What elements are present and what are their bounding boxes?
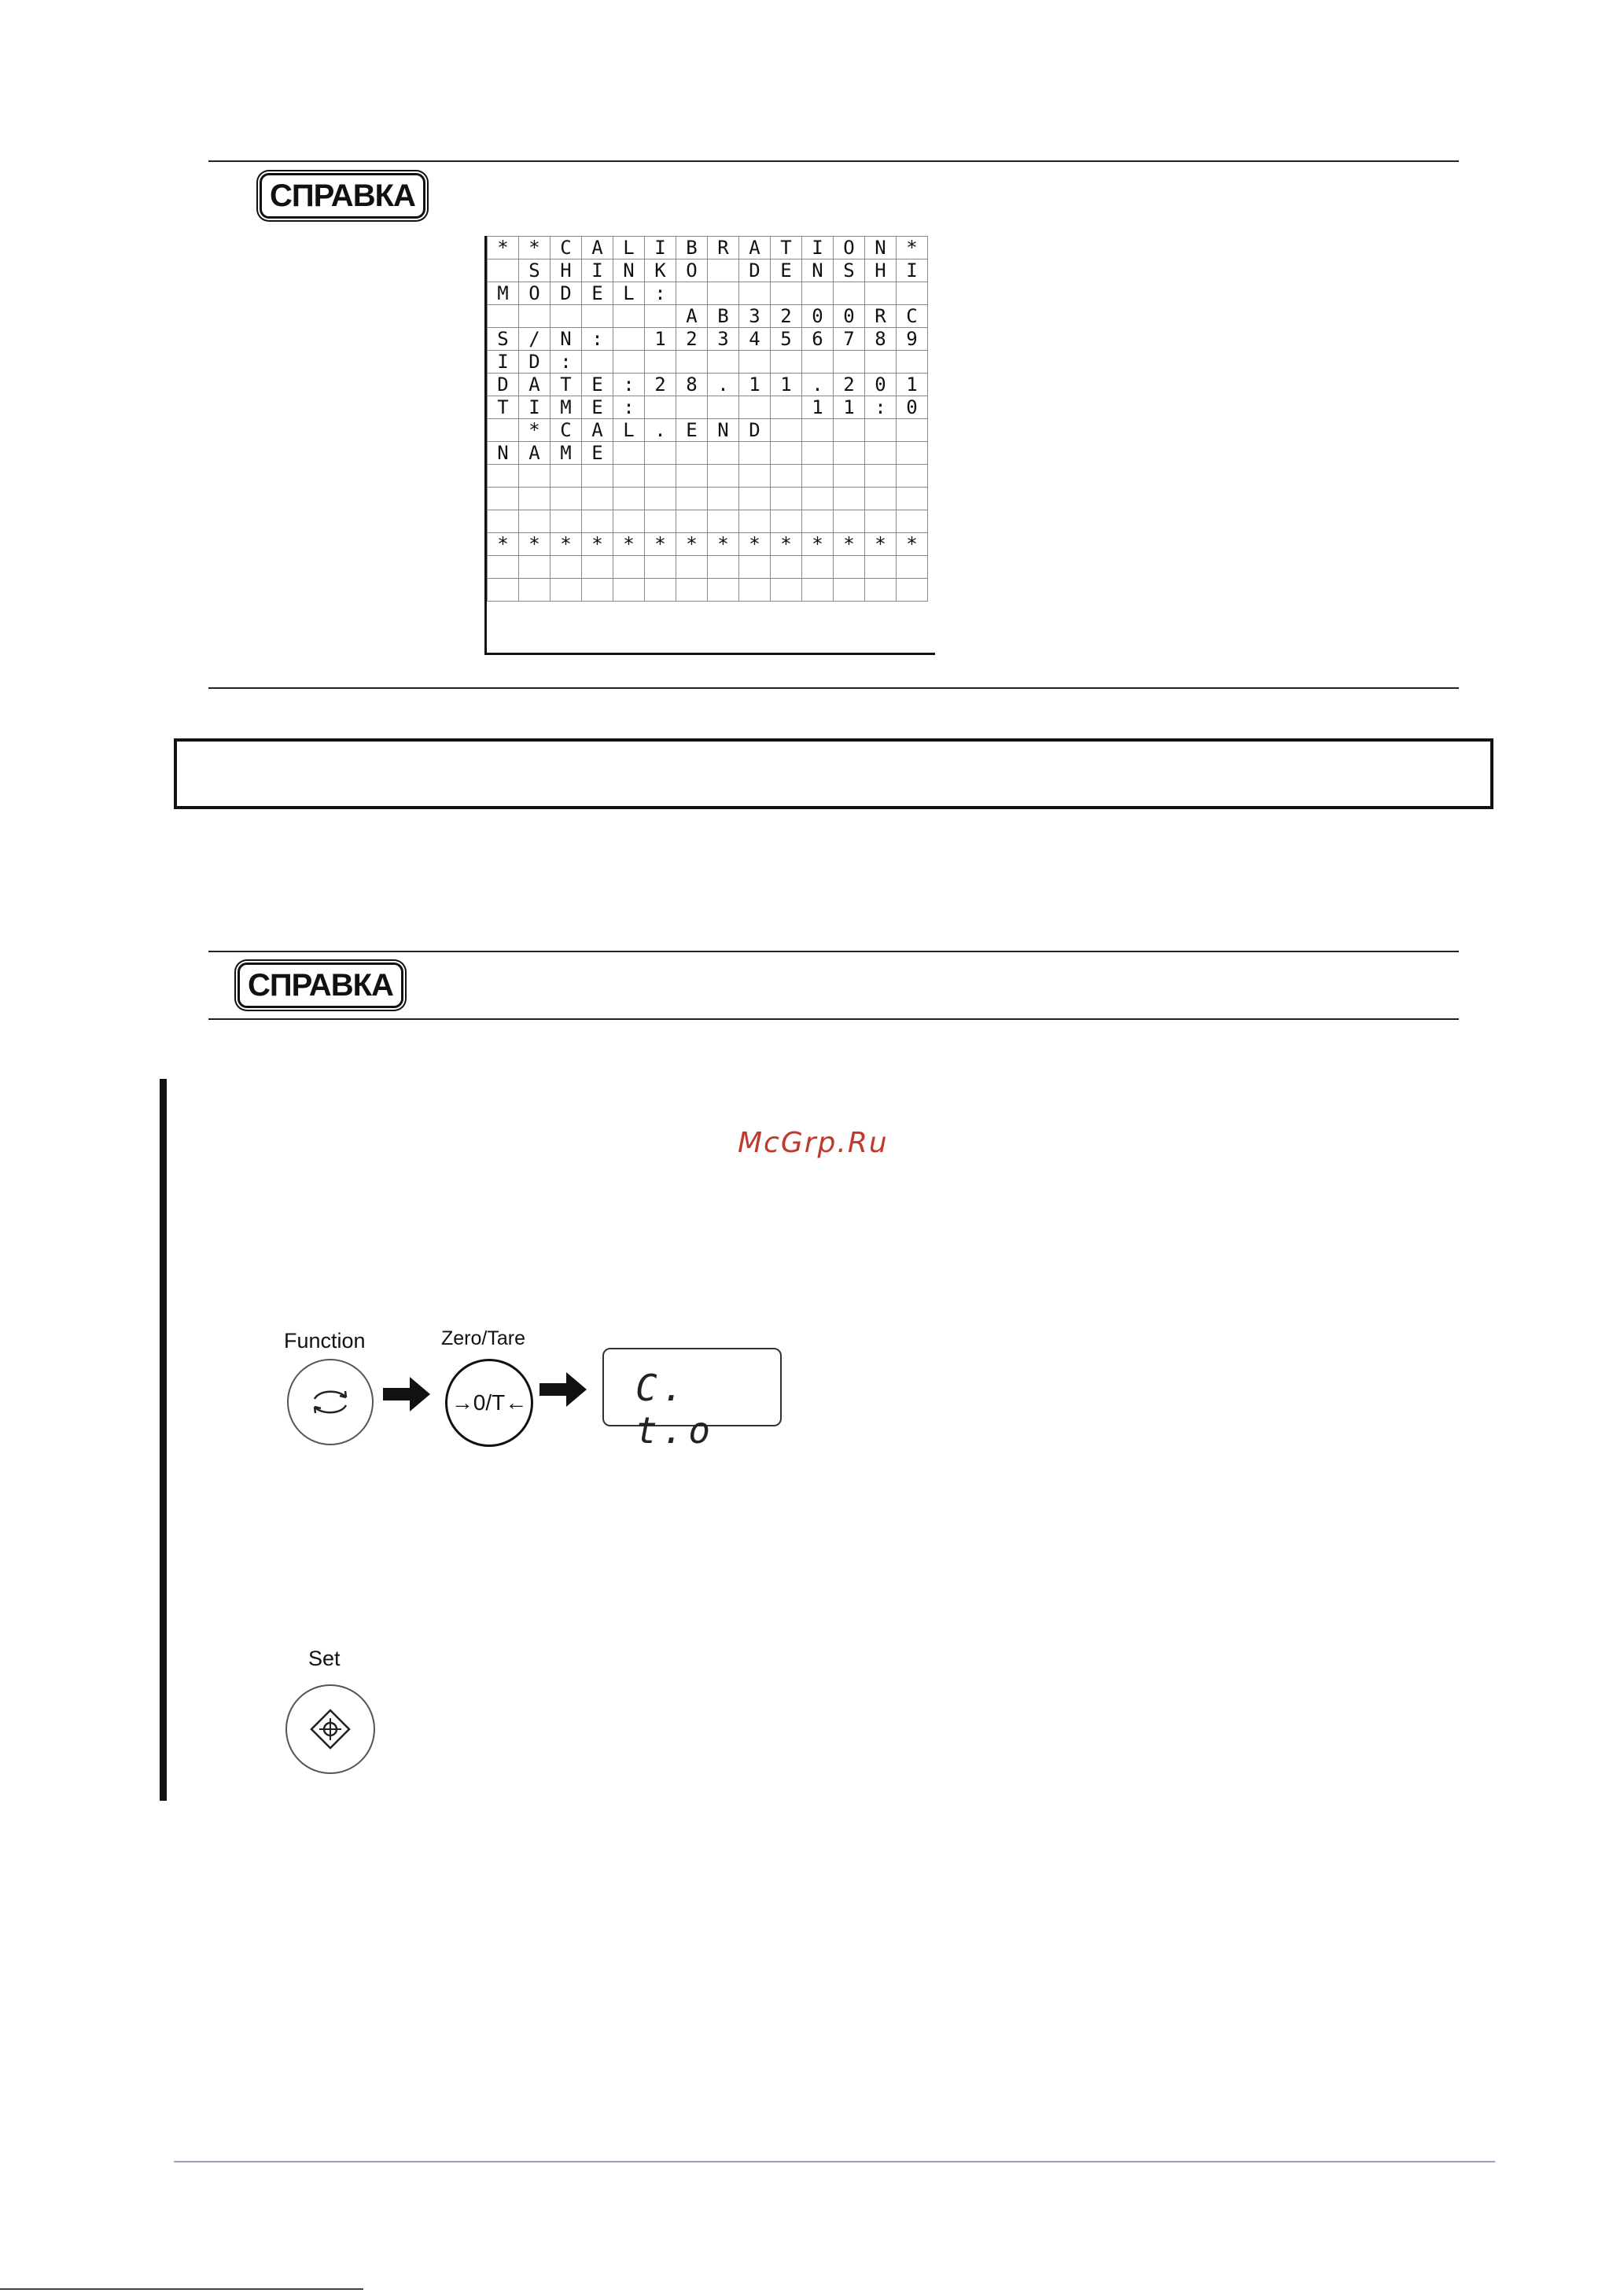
function-key[interactable] [287,1359,374,1445]
printout-cell: * [613,533,645,556]
printout-cell [897,419,928,442]
set-key[interactable] [285,1684,375,1774]
printout-cell [865,556,897,579]
printout-cell [771,282,802,305]
printout-cell: O [834,237,865,259]
printout-cell: B [708,305,739,328]
printout-cell: K [645,259,676,282]
function-cycle-icon [308,1386,352,1418]
printout-cell [708,579,739,602]
printout-cell: N [802,259,834,282]
printout-cell [834,488,865,510]
printout-cell: : [645,282,676,305]
printout-cell: D [739,259,771,282]
printout-cell [551,305,582,328]
printout-cell: 0 [834,305,865,328]
printout-cell [582,351,613,374]
printout-row [488,396,928,419]
printout-cell: E [582,396,613,419]
printout-cell: / [519,328,551,351]
printout-cell [613,305,645,328]
printout-cell [802,510,834,533]
printout-cell [834,465,865,488]
printout-cell [708,282,739,305]
printout-cell [488,556,519,579]
printout-cell [613,442,645,465]
printout-cell: * [488,237,519,259]
printout-cell [519,579,551,602]
printout-row [488,374,928,396]
printout-cell [771,488,802,510]
printout-cell [834,419,865,442]
printout-row [488,465,928,488]
printout-cell [739,556,771,579]
printout-cell [708,556,739,579]
printout-cell: I [519,396,551,419]
printout-cell [802,442,834,465]
set-key-label: Set [308,1647,341,1670]
printout-cell [897,442,928,465]
printout-cell: H [551,259,582,282]
printout-cell: S [488,328,519,351]
printout-cell [739,510,771,533]
printout-cell: . [802,374,834,396]
printout-cell: N [708,419,739,442]
printout-cell: : [865,396,897,419]
printout-cell [897,282,928,305]
printout-cell: * [582,533,613,556]
printout-cell [708,351,739,374]
printout-row [488,419,928,442]
printout-cell: 3 [708,328,739,351]
printout-cell [488,488,519,510]
printout-cell: 2 [676,328,708,351]
printout-cell: L [613,419,645,442]
printout-cell [865,419,897,442]
printout-cell [834,351,865,374]
printout-cell: A [519,374,551,396]
printout-cell: 0 [802,305,834,328]
printout-cell: B [676,237,708,259]
printout-cell: * [488,533,519,556]
printout-cell [739,488,771,510]
printout-cell [834,579,865,602]
printout-cell [708,442,739,465]
printout-cell [676,351,708,374]
printout-cell: A [582,237,613,259]
printout-cell [551,556,582,579]
lcd-display-text: C. t.o [635,1367,716,1452]
printout-cell: O [519,282,551,305]
printout-cell: * [519,237,551,259]
printout-cell [519,556,551,579]
printout-row [488,237,928,259]
printout-cell: M [551,396,582,419]
printout-cell [739,579,771,602]
printout-cell [676,510,708,533]
printout-row [488,305,928,328]
printout-cell [865,442,897,465]
printout-cell: 1 [739,374,771,396]
printout-cell: I [488,351,519,374]
printout-cell [645,579,676,602]
printout-cell: . [645,419,676,442]
printout-cell [865,579,897,602]
printout-cell [645,351,676,374]
printout-cell: N [551,328,582,351]
watermark-text: McGrp.Ru [738,1127,889,1159]
printout-cell [897,556,928,579]
printout-cell: C [551,237,582,259]
printout-cell [897,465,928,488]
printout-cell: O [676,259,708,282]
printout-cell: * [865,533,897,556]
printout-cell: A [519,442,551,465]
printout-cell [645,488,676,510]
set-diamond-icon [308,1707,352,1751]
printout-cell: * [519,533,551,556]
printout-cell: E [676,419,708,442]
printout-cell [676,465,708,488]
printout-row [488,533,928,556]
printout-cell: E [582,282,613,305]
printout-cell [582,488,613,510]
printout-cell: * [676,533,708,556]
printout-cell [771,465,802,488]
printout-row [488,488,928,510]
printout-cell [834,442,865,465]
printout-cell: * [519,419,551,442]
bottom-edge-line [0,2288,363,2290]
printout-cell: S [519,259,551,282]
printout-cell [771,556,802,579]
printout-cell [613,556,645,579]
printout-grid [487,236,928,602]
printout-cell [613,488,645,510]
calibration-printout [484,236,935,655]
printout-cell [834,282,865,305]
printout-cell: 1 [645,328,676,351]
printout-cell: E [582,374,613,396]
printout-cell: E [582,442,613,465]
printout-cell: 3 [739,305,771,328]
printout-cell [865,282,897,305]
printout-cell [897,579,928,602]
printout-cell [676,488,708,510]
printout-cell [645,442,676,465]
printout-cell: H [865,259,897,282]
printout-cell: 0 [897,396,928,419]
printout-cell [551,465,582,488]
printout-cell: I [802,237,834,259]
printout-cell: D [551,282,582,305]
printout-cell [771,579,802,602]
bottom-rule-2 [208,1018,1459,1020]
printout-row [488,282,928,305]
printout-cell [739,465,771,488]
printout-cell: D [519,351,551,374]
change-bar [160,1079,167,1801]
printout-row [488,328,928,351]
arrow-right-icon-1 [383,1375,432,1414]
printout-cell [834,510,865,533]
printout-cell [802,419,834,442]
printout-cell [645,556,676,579]
printout-cell [771,419,802,442]
printout-cell [582,465,613,488]
printout-cell [519,305,551,328]
printout-cell: M [551,442,582,465]
printout-cell [739,282,771,305]
printout-cell: 9 [897,328,928,351]
lcd-display [602,1348,782,1452]
printout-cell [802,465,834,488]
printout-cell [865,465,897,488]
printout-cell [865,351,897,374]
printout-row [488,259,928,282]
printout-cell [708,510,739,533]
printout-cell [802,488,834,510]
printout-cell: 2 [645,374,676,396]
printout-cell [802,579,834,602]
printout-cell [865,488,897,510]
printout-cell: N [488,442,519,465]
printout-cell: D [488,374,519,396]
printout-cell [488,305,519,328]
printout-cell [613,465,645,488]
printout-cell [645,510,676,533]
printout-cell [488,465,519,488]
printout-cell: : [613,374,645,396]
printout-cell [708,396,739,419]
printout-cell [613,510,645,533]
printout-cell [897,351,928,374]
printout-cell [771,396,802,419]
printout-cell: A [582,419,613,442]
printout-cell [676,556,708,579]
top-rule-2 [208,951,1459,952]
printout-cell [771,442,802,465]
printout-cell [645,465,676,488]
printout-cell: A [739,237,771,259]
printout-cell [488,419,519,442]
printout-cell: * [739,533,771,556]
printout-cell [488,579,519,602]
printout-cell: : [613,396,645,419]
printout-cell: T [488,396,519,419]
printout-cell: T [771,237,802,259]
printout-cell: T [551,374,582,396]
top-rule-1 [208,160,1459,162]
printout-cell: 2 [771,305,802,328]
printout-cell [488,259,519,282]
printout-cell: * [802,533,834,556]
printout-cell [897,488,928,510]
printout-cell: * [771,533,802,556]
printout-cell: N [865,237,897,259]
printout-cell: I [582,259,613,282]
arrow-right-icon-2 [539,1370,588,1409]
printout-cell: 1 [771,374,802,396]
printout-cell [645,305,676,328]
printout-cell [582,579,613,602]
printout-cell: * [551,533,582,556]
printout-cell [582,510,613,533]
note-badge-1: СПРАВКА [260,173,425,219]
printout-cell: . [708,374,739,396]
printout-cell [613,328,645,351]
bottom-rule-1 [208,687,1459,689]
printout-cell: 0 [865,374,897,396]
printout-cell [739,442,771,465]
printout-cell [802,282,834,305]
printout-cell: C [897,305,928,328]
printout-cell: * [645,533,676,556]
printout-cell: 7 [834,328,865,351]
printout-row [488,351,928,374]
printout-cell: 1 [897,374,928,396]
printout-cell: M [488,282,519,305]
printout-cell [834,556,865,579]
printout-cell [865,510,897,533]
printout-cell [708,259,739,282]
printout-cell: S [834,259,865,282]
printout-cell [676,396,708,419]
printout-cell: 2 [834,374,865,396]
printout-cell [551,488,582,510]
printout-cell [771,351,802,374]
printout-cell: I [645,237,676,259]
printout-cell: N [613,259,645,282]
printout-cell [551,579,582,602]
printout-cell: 4 [739,328,771,351]
printout-cell [519,465,551,488]
printout-cell: 6 [802,328,834,351]
printout-cell: A [676,305,708,328]
printout-cell [739,396,771,419]
printout-row [488,442,928,465]
printout-cell: * [708,533,739,556]
printout-cell: 1 [802,396,834,419]
printout-cell [582,556,613,579]
printout-cell [613,579,645,602]
printout-row [488,510,928,533]
footer-rule [174,2161,1495,2162]
printout-cell [488,510,519,533]
printout-cell [582,305,613,328]
printout-cell: : [551,351,582,374]
printout-cell: : [582,328,613,351]
printout-cell [897,510,928,533]
printout-cell: C [551,419,582,442]
printout-cell [519,510,551,533]
printout-cell: 8 [676,374,708,396]
note-badge-2: СПРАВКА [238,962,403,1008]
printout-cell [645,396,676,419]
printout-row [488,556,928,579]
printout-row [488,579,928,602]
printout-cell [519,488,551,510]
printout-cell: L [613,237,645,259]
printout-cell [708,488,739,510]
printout-cell: R [865,305,897,328]
printout-cell [613,351,645,374]
printout-cell: E [771,259,802,282]
printout-cell: 1 [834,396,865,419]
printout-cell: * [834,533,865,556]
zero-tare-symbol: →0/T← [451,1390,528,1415]
printout-cell [739,351,771,374]
printout-cell: * [897,237,928,259]
zero-tare-key-label: Zero/Tare [441,1327,525,1349]
printout-cell [771,510,802,533]
printout-cell: I [897,259,928,282]
function-key-label: Function [284,1329,366,1353]
printout-cell [551,510,582,533]
printout-cell [676,282,708,305]
printout-cell [676,442,708,465]
printout-cell: 8 [865,328,897,351]
printout-cell: R [708,237,739,259]
printout-cell [802,556,834,579]
printout-cell [676,579,708,602]
printout-cell [802,351,834,374]
zero-tare-key[interactable] [445,1359,533,1447]
printout-cell: * [897,533,928,556]
printout-cell: D [739,419,771,442]
printout-cell [708,465,739,488]
printout-cell: L [613,282,645,305]
empty-frame-box [174,738,1493,809]
printout-cell: 5 [771,328,802,351]
